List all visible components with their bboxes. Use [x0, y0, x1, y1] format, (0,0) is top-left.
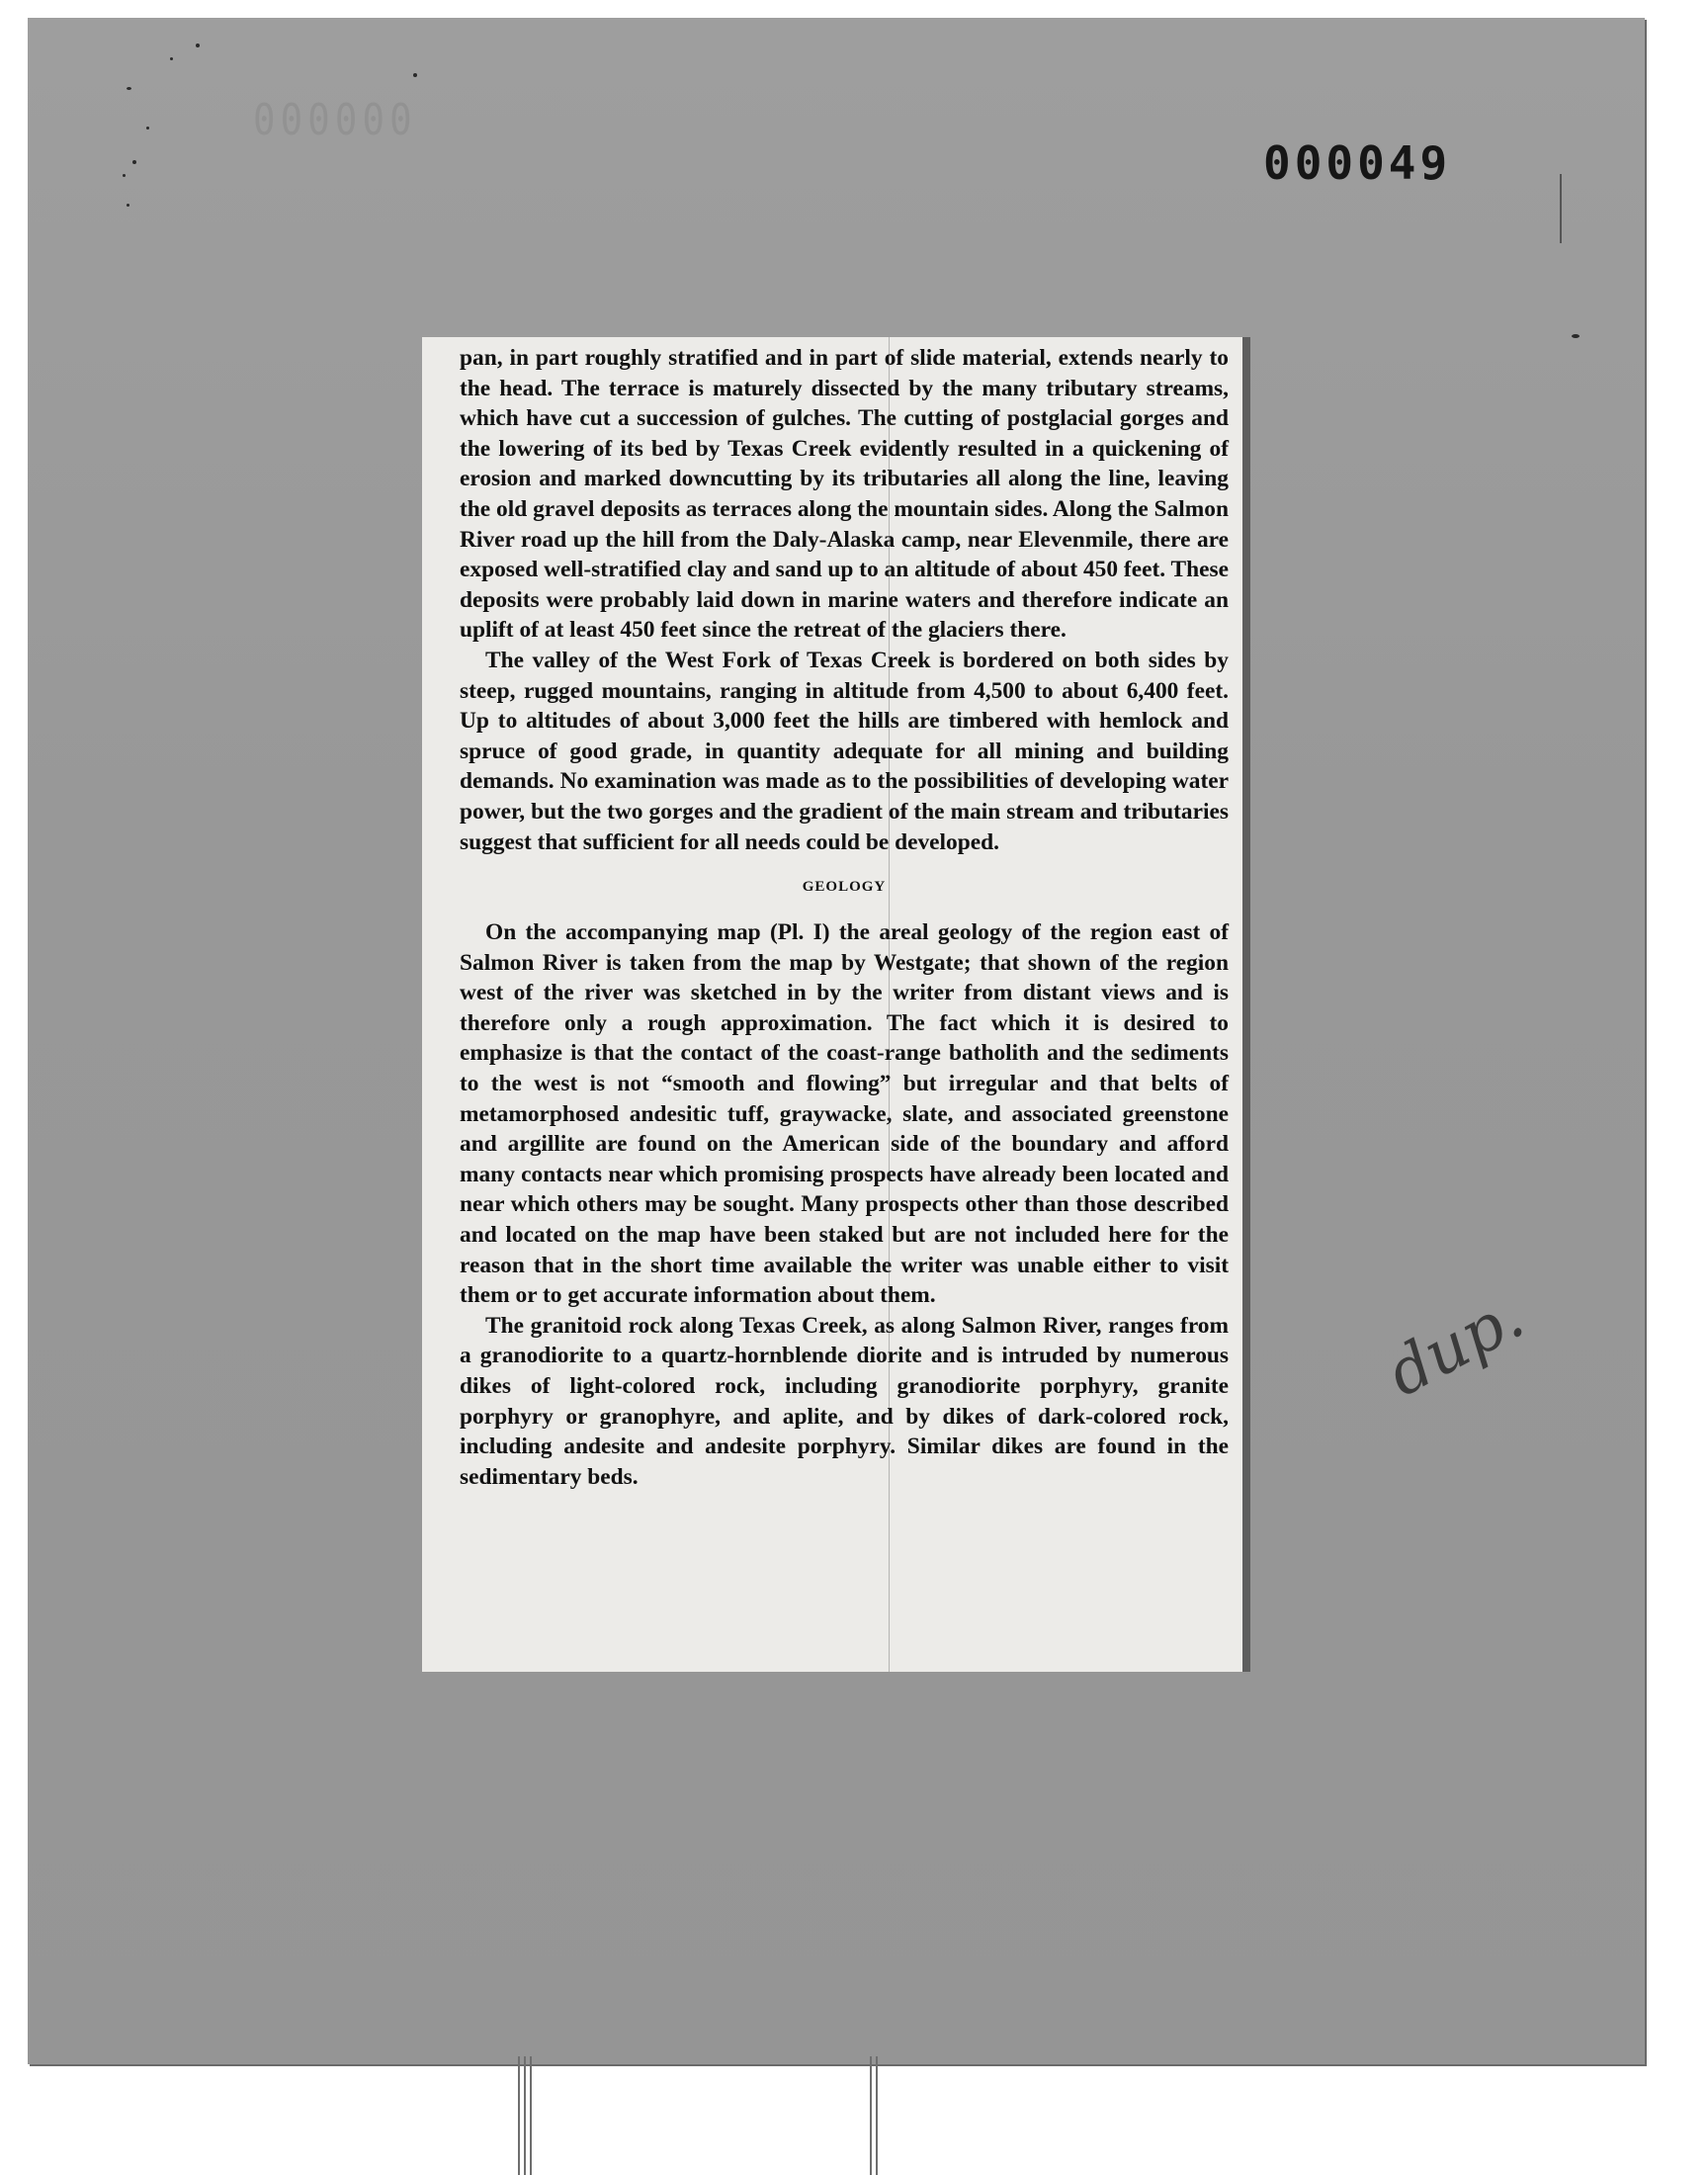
dust-speck	[132, 160, 136, 164]
scan-line	[876, 2056, 878, 2175]
dust-speck	[413, 73, 417, 77]
paragraph: pan, in part roughly stratified and in part of slide material, extends nearly to the head. The terrace is maturely dissected by the many tributary streams, which have cut a succession of gulches. The cutting of postglacial gorges and the lowering of its bed by Texas Creek evidently resulted in a quickening of erosion and marked downcutting by its tributaries all along the line, leaving the old gravel deposits as terraces along the mountain sides. Along the Salmon River road up the hill from the Daly-Alaska camp, near Elevenmile, there are exposed well-stratified clay and sand up to an altitude of about 450 feet. These deposits were probably laid down in marine waters and therefore indicate an uplift of at least 450 feet since the retreat of the glaciers there.	[460, 345, 1229, 644]
paragraph: The granitoid rock along Texas Creek, as along Salmon River, ranges from a granodiorite to a quartz-hornblende diorite and is intruded by numerous dikes of light-colored rock, including granodiorite porphyry, granite porphyry or granophyre, and aplite, and by dikes of dark-colored rock, including andesite and andesite porphyry. Similar dikes are found in the sedimentary beds.	[460, 1312, 1229, 1490]
scan-line	[870, 2056, 872, 2175]
scan-line	[524, 2056, 526, 2175]
faint-stamp-number: 000000	[253, 95, 417, 145]
printed-clipping	[422, 337, 1250, 1672]
page-number: 000049	[1263, 136, 1452, 190]
section-heading: GEOLOGY	[802, 879, 887, 896]
dust-speck	[1560, 174, 1562, 243]
dust-speck	[146, 127, 149, 130]
dust-speck	[127, 87, 131, 90]
dust-speck	[170, 57, 173, 60]
fold-crease	[889, 337, 890, 1672]
dust-speck	[196, 44, 200, 47]
paragraph: On the accompanying map (Pl. I) the areal geology of the region east of Salmon River is taken from the map by Westgate; that shown of the region west of the river was sketched in by the writer from distant views and is therefore only a rough approximation. The fact which it is desired to emphasize is that the contact of the coast-range batholith and the sediments to the west is not “smooth and flowing” but irregular and that belts of metamorphosed andesitic tuff, graywacke, slate, and associated greenstone and argillite are found on the American side of the boundary and afford many contacts near which promising prospects have already been located and near which others may be sought. Many prospects other than those described and located on the map have been staked but are not included here for the reason that in the short time available the writer was unable either to visit them or to get accurate information about them.	[460, 919, 1229, 1309]
dust-speck	[123, 174, 126, 177]
dust-speck	[127, 204, 129, 207]
scan-line	[530, 2056, 532, 2175]
scan-line	[518, 2056, 520, 2175]
handwritten-note: dup.	[1376, 1279, 1536, 1412]
paragraph: The valley of the West Fork of Texas Creek is bordered on both sides by steep, rugged mountains, ranging in altitude from 4,500 to about 6,400 feet. Up to altitudes of about 3,000 feet the hills are timbered with hemlock and spruce of good grade, in quantity adequate for all mining and building demands. No examination was made as to the possibilities of developing water power, but the two gorges and the gradient of the main stream and tributaries suggest that sufficient for all needs could be developed.	[460, 647, 1229, 855]
dust-speck	[1572, 334, 1580, 338]
